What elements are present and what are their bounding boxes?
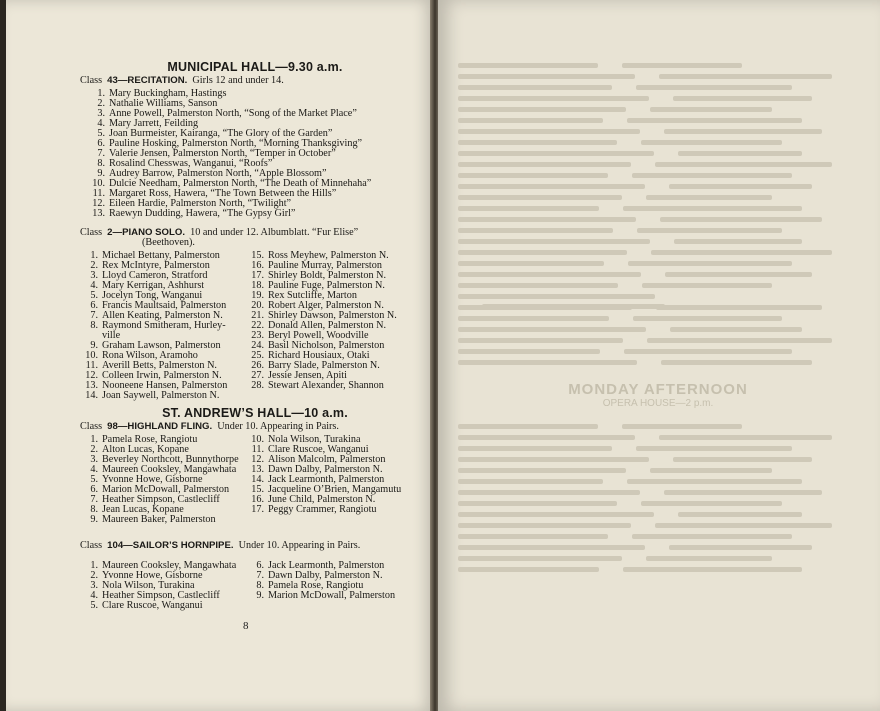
entry-text: Donald Allen, Palmerston N. <box>268 320 386 331</box>
faded-text-line <box>458 148 858 158</box>
entry-text: Margaret Ross, Hawera, “The Town Between the Hills” <box>109 188 337 199</box>
entry-number: 6. <box>97 138 105 149</box>
entry-text: Raymond Smitheram, Hurley-ville <box>102 320 226 341</box>
entry-text: Pauline Hosking, Palmerston North, “Morning Thanksgiving” <box>109 138 363 149</box>
entry-number: 16. <box>251 494 264 505</box>
faded-text-line <box>458 465 858 475</box>
class-98-left-column <box>80 435 246 525</box>
class-2-header: Class 2—PIANO SOLO. 10 and under 12. Albumblatt. “Fur Elise” (Beethoven). <box>80 227 359 248</box>
faded-text-line <box>458 126 858 136</box>
entry-number: 19. <box>251 290 264 301</box>
class-104-left-column <box>80 561 246 611</box>
entry-number: 9. <box>90 514 98 525</box>
faded-text-line <box>458 60 858 70</box>
entry-text: Mary Kerrigan, Ashhurst <box>102 280 205 291</box>
entry-text: Shirley Dawson, Palmerston N. <box>268 310 397 321</box>
entry-number: 7. <box>90 494 98 505</box>
entry-number: 3. <box>97 108 105 119</box>
opera-house-subheading: OPERA HOUSE—2 p.m. <box>602 398 714 409</box>
faded-text-line <box>458 82 858 92</box>
entry-text: Pauline Murray, Palmerston <box>268 260 382 271</box>
entry-row <box>80 391 246 401</box>
entry-number: 8. <box>90 320 98 331</box>
class-98-header: Class 98—HIGHLAND FLING. Under 10. Appearing in Pairs. <box>80 421 339 432</box>
entry-text: Nola Wilson, Turakina <box>102 580 195 591</box>
entry-number: 6. <box>90 484 98 495</box>
faded-text-line <box>458 192 858 202</box>
entry-text: Lloyd Cameron, Stratford <box>102 270 208 281</box>
faded-text-line <box>458 291 858 301</box>
faded-text-line <box>458 498 858 508</box>
entry-number: 12. <box>251 454 264 465</box>
entry-number: 4. <box>90 590 98 601</box>
entry-number: 1. <box>97 88 105 99</box>
entry-text: Rona Wilson, Aramoho <box>102 350 198 361</box>
entry-row <box>246 381 430 391</box>
entry-text: Jocelyn Tong, Wanganui <box>102 290 203 301</box>
faded-text-line <box>458 553 858 563</box>
entry-text: Rex Sutcliffe, Marton <box>268 290 357 301</box>
entry-text: Yvonne Howe, Gisborne <box>102 474 203 485</box>
entry-text: Clare Ruscoe, Wanganui <box>102 600 203 611</box>
entry-number: 17. <box>251 270 264 281</box>
class-43-entries <box>87 89 430 219</box>
entry-number: 11. <box>92 188 105 199</box>
entry-number: 17. <box>251 504 264 515</box>
entry-number: 2. <box>90 260 98 271</box>
entry-number: 20. <box>251 300 264 311</box>
entry-row <box>80 601 246 611</box>
entry-text: Averill Betts, Palmerston N. <box>102 360 217 371</box>
st-andrews-hall-heading: ST. ANDREW’S HALL—10 a.m. <box>162 406 348 420</box>
faded-text-line <box>458 93 858 103</box>
entry-number: 6. <box>90 300 98 311</box>
entry-number: 9. <box>256 590 264 601</box>
faded-text-line <box>458 421 858 431</box>
faded-text-line <box>458 476 858 486</box>
entry-number: 4. <box>97 118 105 129</box>
class-104-entries <box>80 561 430 611</box>
entry-number: 11. <box>251 444 264 455</box>
faded-text-line <box>458 432 858 442</box>
entry-number: 3. <box>90 580 98 591</box>
entry-number: 7. <box>97 148 105 159</box>
class-104-right-column <box>246 561 430 601</box>
entry-text: Barry Slade, Palmerston N. <box>268 360 380 371</box>
entry-text: Nathalie Williams, Sanson <box>109 98 218 109</box>
faded-text-line <box>458 258 858 268</box>
entry-text: Jack Learmonth, Palmerston <box>268 560 385 571</box>
entry-number: 9. <box>90 340 98 351</box>
faded-text-line <box>458 302 858 312</box>
entry-text: Jessie Jensen, Apiti <box>268 370 347 381</box>
faded-text-line <box>458 454 858 464</box>
entry-number: 5. <box>90 600 98 611</box>
entry-text: Nola Wilson, Turakina <box>268 434 361 445</box>
faded-text-line <box>458 357 858 367</box>
entry-text: Beryl Powell, Woodville <box>268 330 369 341</box>
faded-text-line <box>458 324 858 334</box>
entry-number: 8. <box>256 580 264 591</box>
faded-text-block-bottom <box>458 421 858 574</box>
entry-text: Pauline Fuge, Palmerston N. <box>268 280 385 291</box>
entry-number: 4. <box>90 464 98 475</box>
entry-text: Joan Saywell, Palmerston N. <box>102 390 220 401</box>
entry-text: Shirley Boldt, Palmerston N. <box>268 270 387 281</box>
municipal-hall-heading: MUNICIPAL HALL—9.30 a.m. <box>167 60 343 74</box>
faded-text-line <box>458 269 858 279</box>
class-2-right-column <box>246 251 430 391</box>
entry-text: Joan Burmeister, Kairanga, “The Glory of the Garden” <box>109 128 333 139</box>
entry-number: 15. <box>251 484 264 495</box>
entry-number: 13. <box>92 208 105 219</box>
class-2-entries <box>80 251 430 401</box>
entry-text: Dulcie Needham, Palmerston North, “The Death of Minnehaha” <box>109 178 372 189</box>
class-98-right-column <box>246 435 430 515</box>
entry-text: Pamela Rose, Rangiotu <box>102 434 198 445</box>
entry-text: Maureen Cooksley, Mangawhata <box>102 560 237 571</box>
faded-text-line <box>458 313 858 323</box>
entry-number: 28. <box>251 380 264 391</box>
entry-text: Anne Powell, Palmerston North, “Song of the Market Place” <box>109 108 357 119</box>
faded-text-line <box>458 181 858 191</box>
entry-text: Mary Buckingham, Hastings <box>109 88 227 99</box>
faded-text-line <box>458 346 858 356</box>
entry-number: 13. <box>251 464 264 475</box>
entry-text: Colleen Irwin, Palmerston N. <box>102 370 222 381</box>
entry-text: Jack Learmonth, Palmerston <box>268 474 385 485</box>
faded-text-line <box>458 115 858 125</box>
right-page-faded-content <box>458 60 858 575</box>
entry-number: 10. <box>92 178 105 189</box>
entry-number: 5. <box>90 474 98 485</box>
entry-number: 7. <box>256 570 264 581</box>
entry-number: 5. <box>97 128 105 139</box>
entry-text: Nooneene Hansen, Palmerston <box>102 380 228 391</box>
entry-number: 6. <box>256 560 264 571</box>
entry-number: 9. <box>97 168 105 179</box>
entry-number: 10. <box>251 434 264 445</box>
entry-number: 3. <box>90 270 98 281</box>
entry-number: 27. <box>251 370 264 381</box>
class-43-header: Class 43—RECITATION. Girls 12 and under 14. <box>80 75 284 86</box>
entry-text: Allen Keating, Palmerston N. <box>102 310 223 321</box>
faded-text-line <box>458 159 858 169</box>
entry-text: Marion McDowall, Palmerston <box>268 590 396 601</box>
entry-number: 12. <box>92 198 105 209</box>
entry-number: 14. <box>251 474 264 485</box>
monday-afternoon-heading: MONDAY AFTERNOON <box>568 381 748 398</box>
entry-number: 25. <box>251 350 264 361</box>
entry-text: Mary Jarrett, Feilding <box>109 118 199 129</box>
entry-number: 2. <box>90 444 98 455</box>
page-number: 8 <box>243 620 249 632</box>
entry-number: 13. <box>85 380 98 391</box>
faded-text-line <box>458 104 858 114</box>
entry-number: 8. <box>90 504 98 515</box>
entry-row <box>87 209 430 219</box>
entry-number: 1. <box>90 250 98 261</box>
entry-number: 21. <box>251 310 264 321</box>
entry-text: Marion McDowall, Palmerston <box>102 484 230 495</box>
entry-number: 5. <box>90 290 98 301</box>
entry-row <box>80 515 246 525</box>
faded-text-line <box>458 247 858 257</box>
entry-row <box>80 321 246 341</box>
faded-text-line <box>458 71 858 81</box>
entry-text: Basil Nicholson, Palmerston <box>268 340 385 351</box>
faded-text-line <box>458 443 858 453</box>
entry-number: 1. <box>90 560 98 571</box>
faded-text-line <box>458 335 858 345</box>
entry-text: Maureen Cooksley, Mangawhata <box>102 464 237 475</box>
entry-text: Graham Lawson, Palmerston <box>102 340 221 351</box>
faded-text-block-top <box>458 60 858 367</box>
entry-text: Stewart Alexander, Shannon <box>268 380 384 391</box>
entry-row <box>246 591 430 601</box>
entry-number: 2. <box>97 98 105 109</box>
entry-number: 26. <box>251 360 264 371</box>
left-page-content <box>80 62 430 611</box>
faded-text-line <box>458 170 858 180</box>
faded-text-line <box>458 509 858 519</box>
faded-text-line <box>458 487 858 497</box>
entry-number: 18. <box>251 280 264 291</box>
faded-text-line <box>458 203 858 213</box>
faded-text-line <box>458 280 858 290</box>
entry-number: 23. <box>251 330 264 341</box>
faded-text-line <box>458 520 858 530</box>
faded-text-line <box>458 225 858 235</box>
entry-number: 11. <box>85 360 98 371</box>
faded-text-line <box>458 236 858 246</box>
entry-text: Maureen Baker, Palmerston <box>102 514 216 525</box>
entry-number: 14. <box>85 390 98 401</box>
entry-number: 7. <box>90 310 98 321</box>
entry-text: Peggy Crammer, Rangiotu <box>268 504 377 515</box>
entry-text: Raewyn Dudding, Hawera, “The Gypsy Girl” <box>109 208 296 219</box>
entry-text: Michael Bettany, Palmerston <box>102 250 220 261</box>
entry-text: Alison Malcolm, Palmerston <box>268 454 386 465</box>
entry-text: Rex McIntyre, Palmerston <box>102 260 210 271</box>
entry-text: Rosalind Chesswas, Wanganui, “Roofs” <box>109 158 273 169</box>
faded-text-line <box>458 542 858 552</box>
entry-text: Jacqueline O’Brien, Mangamutu <box>268 484 402 495</box>
entry-number: 12. <box>85 370 98 381</box>
faded-text-line <box>458 531 858 541</box>
entry-text: Richard Housiaux, Otaki <box>268 350 370 361</box>
entry-number: 16. <box>251 260 264 271</box>
class-104-header: Class 104—SAILOR’S HORNPIPE. Under 10. Appearing in Pairs. <box>80 540 361 551</box>
entry-text: Heather Simpson, Castlecliff <box>102 494 220 505</box>
entry-text: Alton Lucas, Kopane <box>102 444 189 455</box>
entry-row <box>246 505 430 515</box>
entry-text: Francis Maultsaid, Palmerston <box>102 300 227 311</box>
entry-number: 15. <box>251 250 264 261</box>
entry-text: Clare Ruscoe, Wanganui <box>268 444 369 455</box>
entry-text: Eileen Hardie, Palmerston North, “Twilight” <box>109 198 292 209</box>
entry-text: Heather Simpson, Castlecliff <box>102 590 220 601</box>
entry-number: 8. <box>97 158 105 169</box>
entry-text: Ross Meyhew, Palmerston N. <box>268 250 389 261</box>
class-98-entries <box>80 435 430 525</box>
faded-text-line <box>458 214 858 224</box>
entry-text: Beverley Northcott, Bunnythorpe <box>102 454 239 465</box>
entry-number: 1. <box>90 434 98 445</box>
entry-text: Jean Lucas, Kopane <box>102 504 184 515</box>
entry-text: Audrey Barrow, Palmerston North, “Apple Blossom” <box>109 168 327 179</box>
faded-text-line <box>458 564 858 574</box>
entry-text: Valerie Jensen, Palmerston North, “Temper in October” <box>109 148 336 159</box>
entry-text: Robert Alger, Palmerston N. <box>268 300 384 311</box>
entry-text: Pamela Rose, Rangiotu <box>268 580 364 591</box>
entry-number: 2. <box>90 570 98 581</box>
entry-number: 22. <box>251 320 264 331</box>
entry-text: Dawn Dalby, Palmerston N. <box>268 570 383 581</box>
entry-number: 24. <box>251 340 264 351</box>
faded-text-line <box>458 137 858 147</box>
entry-number: 4. <box>90 280 98 291</box>
entry-number: 3. <box>90 454 98 465</box>
class-2-left-column <box>80 251 246 401</box>
entry-number: 10. <box>85 350 98 361</box>
entry-text: June Child, Palmerston N. <box>268 494 376 505</box>
entry-text: Dawn Dalby, Palmerston N. <box>268 464 383 475</box>
entry-text: Yvonne Howe, Gisborne <box>102 570 203 581</box>
